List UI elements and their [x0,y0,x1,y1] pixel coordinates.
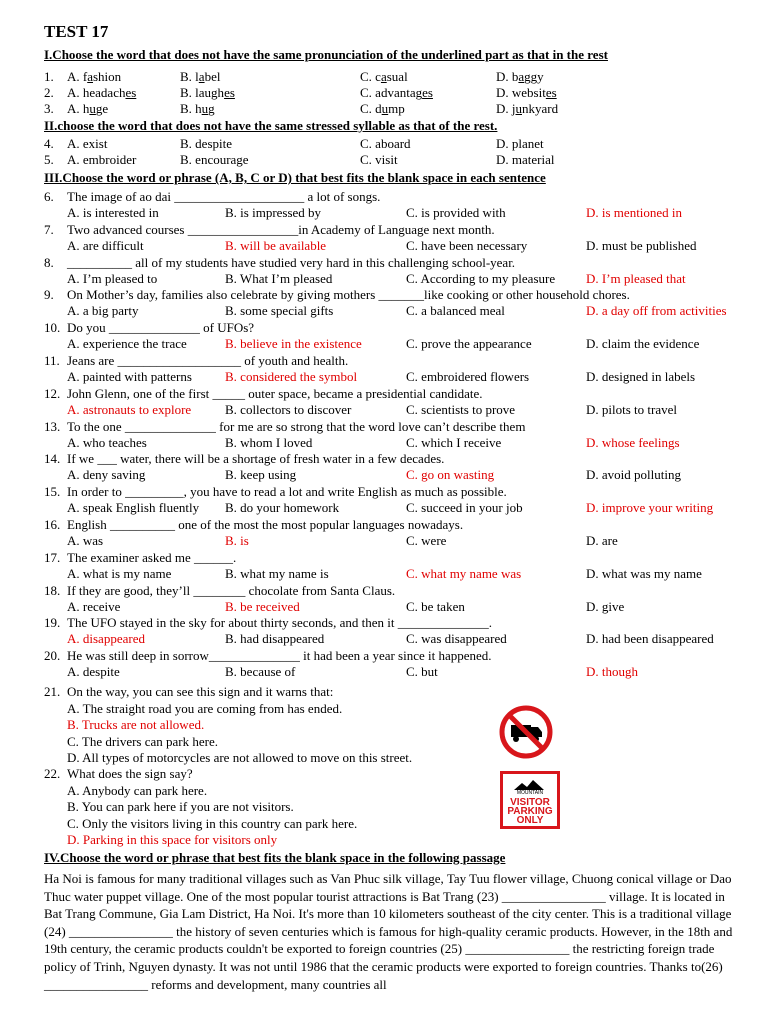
option-d: D. baggy [496,69,544,84]
option-a: A. astronauts to explore [67,401,192,417]
option-d: D. websites [496,85,557,100]
option-a: A. headaches [67,85,137,100]
option-d: D. designed in labels [586,369,696,384]
sign-line-3: ONLY [516,815,544,826]
question-number: 21. [44,684,61,699]
option-b: B. keep using [225,467,297,483]
option-c: C. prove the appearance [406,336,532,352]
option-a: A. receive [67,598,121,614]
option-a: A. Anybody can park here. [67,782,208,798]
option-a: A. deny saving [67,467,146,483]
question-text: To the one ______________ for me are so strong that the word love can’t describe them [67,418,526,434]
option-b: B. You can park here if you are not visitors. [67,799,294,814]
option-b: B. laughes [180,85,235,100]
question-text: John Glenn, one of the first _____ outer space, became a presidential candidate. [67,385,483,401]
option-b: B. whom I loved [225,434,313,450]
option-b: B. encourage [180,152,249,167]
question-number: 8. [44,254,54,270]
no-trucks-sign [498,699,554,765]
option-d: D. claim the evidence [586,336,700,352]
option-c: C. casual [360,69,408,84]
option-b: B. considered the symbol [225,369,358,384]
section-2-heading: II.choose the word that does not have the same stressed syllable as that of the rest. [44,118,498,133]
question-number: 16. [44,517,61,532]
option-d: D. material [496,152,555,167]
question-number: 10. [44,320,61,336]
question-number: 13. [44,418,61,434]
option-b: B. what my name is [225,565,329,581]
sign-line-1: VISITOR [510,797,550,808]
option-c: C. aboard [360,136,411,151]
option-c: C. is provided with [406,205,506,220]
option-b: B. do your homework [225,500,340,516]
option-c: C. The drivers can park here. [67,733,219,749]
section-1-heading: I.Choose the word that does not have the same pronunciation of the underlined part as that in the rest [44,47,608,62]
option-a: A. exist [67,136,108,151]
option-d: D. improve your writing [586,500,714,516]
option-a: A. despite [67,664,120,680]
question-number: 5. [44,152,54,167]
option-b: B. Trucks are not allowed. [67,717,205,732]
section-4-heading: IV.Choose the word or phrase that best fits the blank space in the following passage [44,850,506,865]
option-a: A. was [67,533,104,548]
option-b: B. some special gifts [225,303,334,319]
question-number: 15. [44,484,61,500]
section-3-heading: III.Choose the word or phrase (A, B, C or D) that best fits the blank space in each sentence [44,170,546,185]
option-b: B. is [225,533,249,548]
option-c: C. scientists to prove [406,401,516,417]
option-c: C. what my name was [406,565,522,581]
question-text: The image of ao dai ____________________ a lot of songs. [67,189,381,204]
option-a: A. experience the trace [67,336,187,352]
option-d: D. whose feelings [586,434,680,450]
question-number: 7. [44,221,54,237]
option-a: A. The straight road you are coming from has ended. [67,700,343,716]
option-b: B. despite [180,136,232,151]
question-number: 6. [44,189,54,204]
option-d: D. what was my name [586,565,702,581]
option-c: C. advantages [360,85,433,100]
option-d: D. junkyard [496,101,559,116]
visitor-parking-sign [500,771,560,829]
question-number: 18. [44,582,61,598]
question-number: 22. [44,766,61,781]
option-c: C. dump [360,101,405,116]
question-number: 20. [44,648,61,664]
question-text: Do you ______________ of UFOs? [67,320,255,336]
question-text: He was still deep in sorrow______________ it had been a year since it happened. [67,648,492,664]
question-text: What does the sign say? [67,766,193,781]
sign-line-2: PARKING [507,806,553,817]
option-d: D. is mentioned in [586,205,683,220]
option-b: B. had disappeared [225,631,325,647]
reading-passage: Ha Noi is famous for many traditional villages such as Van Phuc silk village, Tay Tuu flower village, Chuong conical village or Dao Thuc water puppet village. One of the most popular tourist attractions is Bat Trang (23) ________________ village. It is located in Bat Trang Commune, Gia Lam District, Ha Noi. It's more than 10 kilometers southeast of the city center. This is a traditional village (24) ________________ the history of seven centuries which is famous for high-quality ceramic products. However, in the 18th and 19th century, the ceramic products couldn't be exported to foreign countries (25) ________________ the restricting foreign trade policy of Trinh, Nguyen dynasty. It was not until 1986 that the ceramic products were exported to foreign countries. Thanks to(26) ________________ reforms and development, many countries all [44,871,733,992]
option-a: A. embroider [67,152,137,167]
option-a: A. what is my name [67,565,172,581]
question-text: On the way, you can see this sign and it warns that: [67,684,334,699]
option-c: C. succeed in your job [406,500,523,516]
option-d: D. a day off from activities [586,303,727,319]
option-a: A. speak English fluently [67,500,200,516]
sign-logo-text: MOUNTAIN [516,790,544,796]
option-b: B. What I’m pleased [225,270,333,286]
option-a: A. is interested in [67,205,159,220]
question-number: 17. [44,549,61,565]
option-d: D. give [586,598,625,614]
option-d: D. All types of motorcycles are not allowed to move on this street. [67,750,413,765]
option-a: A. fashion [67,69,122,84]
option-d: D. I’m pleased that [586,270,686,286]
option-c: C. embroidered flowers [406,369,530,384]
question-text: The UFO stayed in the sky for about thirty seconds, and then it ______________. [67,615,492,631]
question-number: 2. [44,85,54,100]
question-text: If we ___ water, there will be a shortage of fresh water in a few decades. [67,451,445,467]
question-number: 3. [44,101,54,116]
option-a: A. who teaches [67,434,147,450]
option-b: B. is impressed by [225,205,322,220]
option-c: C. were [406,533,447,548]
option-a: A. disappeared [67,631,145,647]
option-b: B. label [180,69,221,84]
question-text: On Mother’s day, families also celebrate by giving mothers _______like cooking or other household chores. [67,287,630,303]
option-d: D. are [586,533,618,548]
question-text: English __________ one of the most the most popular languages nowadays. [67,517,464,532]
question-number: 9. [44,287,54,303]
question-number: 14. [44,451,61,467]
question-number: 11. [44,353,60,368]
option-c: C. visit [360,152,398,167]
question-number: 12. [44,385,61,401]
option-c: C. be taken [406,598,465,614]
question-text: If they are good, they’ll ________ chocolate from Santa Claus. [67,582,396,598]
option-a: A. a big party [67,303,139,319]
option-c: C. go on wasting [406,467,495,483]
option-b: B. hug [180,101,215,116]
question-number: 4. [44,136,54,151]
question-text: Two advanced courses _________________in Academy of Language next month. [67,221,495,237]
question-text: Jeans are ___________________ of youth and health. [67,353,349,368]
option-b: B. be received [225,598,300,614]
option-b: B. because of [225,664,296,680]
option-d: D. must be published [586,237,697,253]
option-c: C. have been necessary [406,237,528,253]
option-d: D. avoid polluting [586,467,681,483]
option-d: D. though [586,664,638,680]
option-a: A. are difficult [67,237,144,253]
option-d: D. Parking in this space for visitors only [67,832,278,847]
option-d: D. pilots to travel [586,401,677,417]
option-d: D. had been disappeared [586,631,714,647]
question-text: In order to _________, you have to read a lot and write English as much as possible. [67,484,507,500]
option-b: B. collectors to discover [225,401,352,417]
option-a: A. I’m pleased to [67,270,158,286]
option-c: C. a balanced meal [406,303,505,319]
option-c: C. was disappeared [406,631,507,647]
page-title: TEST 17 [44,22,109,41]
option-a: A. painted with patterns [67,369,192,384]
question-text: __________ all of my students have studied very hard in this challenging school-year. [67,254,516,270]
option-a: A. huge [67,101,109,116]
question-number: 19. [44,615,61,631]
option-c: C. According to my pleasure [406,270,556,286]
option-d: D. planet [496,136,544,151]
question-number: 1. [44,69,54,84]
option-c: C. but [406,664,438,680]
option-c: C. which I receive [406,434,502,450]
question-text: The examiner asked me ______. [67,549,237,565]
option-c: C. Only the visitors living in this country can park here. [67,815,358,831]
option-b: B. will be available [225,237,327,253]
option-b: B. believe in the existence [225,336,362,352]
